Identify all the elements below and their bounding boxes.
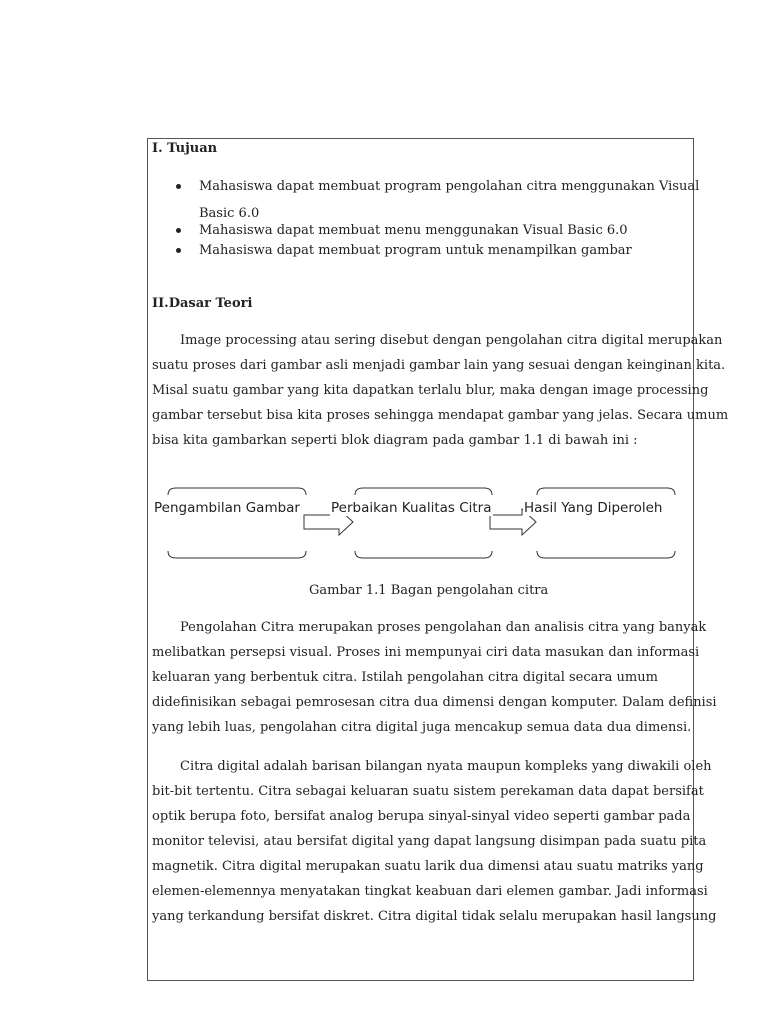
para1-line: Image processing atau sering disebut dengan pengolahan citra digital merupakan	[180, 333, 723, 348]
para3-line: Citra digital adalah barisan bilangan nyata maupun kompleks yang diwakili oleh	[180, 759, 712, 774]
para1-line: Misal suatu gambar yang kita dapatkan terlalu blur, maka dengan image processing	[152, 383, 709, 398]
tujuan-item-2: Mahasiswa dapat membuat menu menggunakan Visual Basic 6.0	[199, 223, 628, 238]
para3-line: yang terkandung bersifat diskret. Citra digital tidak selalu merupakan hasil langsung	[152, 909, 717, 924]
para3-line: bit-bit tertentu. Citra sebagai keluaran suatu sistem perekaman data dapat bersifat	[152, 784, 704, 799]
diagram-box-hasil-yang-diperoleh: Hasil Yang Diperoleh	[524, 500, 663, 516]
box-3-bottom-bracket	[537, 551, 675, 558]
box-2-top-bracket	[355, 488, 492, 495]
para2-line: keluaran yang berbentuk citra. Istilah pengolahan citra digital secara umum	[152, 670, 658, 685]
para1-line: bisa kita gambarkan seperti blok diagram pada gambar 1.1 di bawah ini :	[152, 433, 638, 448]
box-2-bottom-bracket	[355, 551, 492, 558]
box-3-top-bracket	[537, 488, 675, 495]
figure-caption: Gambar 1.1 Bagan pengolahan citra	[309, 583, 549, 598]
para2-line: melibatkan persepsi visual. Proses ini mempunyai ciri data masukan dan informasi	[152, 645, 700, 660]
section-heading-dasar-teori: II.Dasar Teori	[152, 296, 253, 311]
tujuan-item-3: Mahasiswa dapat membuat program untuk menampilkan gambar	[199, 243, 632, 258]
para3-line: elemen-elemennya menyatakan tingkat keabuan dari elemen gambar. Jadi informasi	[152, 884, 708, 899]
para3-line: magnetik. Citra digital merupakan suatu larik dua dimensi atau suatu matriks yang	[152, 859, 704, 874]
para2-line: didefinisikan sebagai pemrosesan citra dua dimensi dengan komputer. Dalam definisi	[152, 695, 717, 710]
box-1-bottom-bracket	[168, 551, 306, 558]
para1-line: suatu proses dari gambar asli menjadi gambar lain yang sesuai dengan keinginan kita.	[152, 358, 726, 373]
tujuan-item-1-line2: Basic 6.0	[199, 206, 260, 221]
para3-line: optik berupa foto, bersifat analog berupa sinyal-sinyal video seperti gambar pada	[152, 809, 691, 824]
para2-line: Pengolahan Citra merupakan proses pengolahan dan analisis citra yang banyak	[180, 620, 707, 635]
diagram-box-perbaikan-kualitas-citra: Perbaikan Kualitas Citra	[331, 500, 492, 516]
para2-line: yang lebih luas, pengolahan citra digital juga mencakup semua data dua dimensi.	[152, 720, 692, 735]
section-heading-tujuan: I. Tujuan	[152, 141, 218, 156]
para1-line: gambar tersebut bisa kita proses sehingga mendapat gambar yang jelas. Secara umum	[152, 408, 729, 423]
para3-line: monitor televisi, atau bersifat digital yang dapat langsung disimpan pada suatu pita	[152, 834, 707, 849]
diagram-box-pengambilan-gambar: Pengambilan Gambar	[154, 500, 300, 516]
box-1-top-bracket	[168, 488, 306, 495]
tujuan-item-1-line1: Mahasiswa dapat membuat program pengolahan citra menggunakan Visual	[199, 179, 700, 194]
